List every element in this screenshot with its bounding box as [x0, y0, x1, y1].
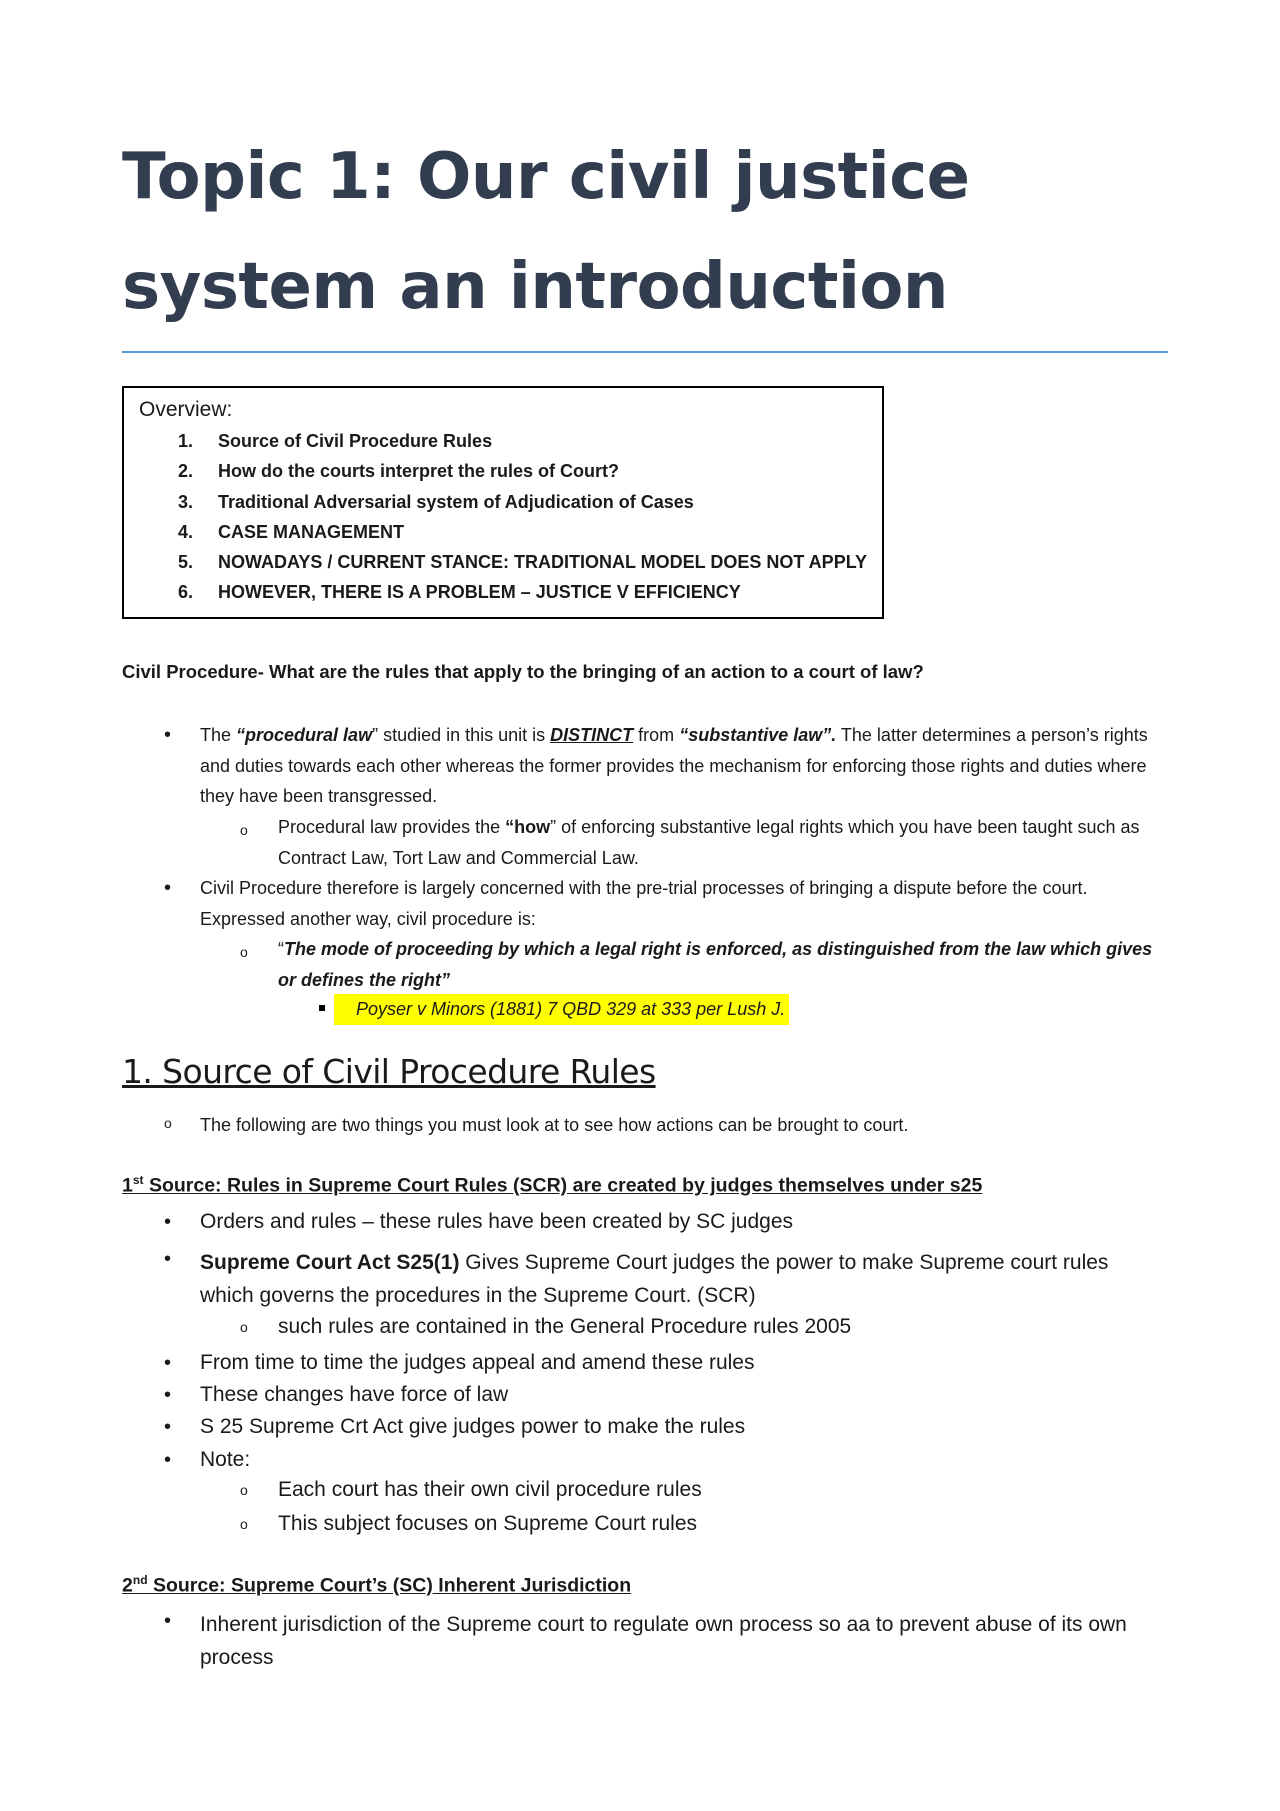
section-intro: The following are two things you must look at to see how actions can be brought to court. [200, 1115, 909, 1135]
overview-item-number: 1. [178, 431, 194, 451]
overview-item-text: HOWEVER, THERE IS A PROBLEM – JUSTICE V EFFICIENCY [218, 582, 741, 603]
text-run: 1 [122, 1174, 133, 1197]
sub-bullet-glyph: o [164, 1115, 172, 1131]
text-run: Source: Supreme Court’s (SC) Inherent Jurisdiction [147, 1574, 632, 1597]
source-2-heading [122, 1573, 631, 1598]
sub-bullet-glyph: o [240, 944, 248, 960]
overview-heading: Overview: [139, 398, 233, 421]
text-run: from [633, 725, 680, 745]
source-1-subitem: such rules are contained in the General Procedure rules 2005 [278, 1315, 852, 1338]
square-bullet-icon [319, 1005, 325, 1011]
source-1-item: From time to time the judges appeal and amend these rules [200, 1351, 755, 1374]
emphasis-substantive-law: “substantive law”. [679, 725, 837, 745]
overview-item-text: CASE MANAGEMENT [218, 521, 405, 542]
definition-quote-text: The mode of proceeding by which a legal right is enforced, as distinguished from the law which gives or defines the right” [278, 939, 1153, 990]
overview-item-text: Traditional Adversarial system of Adjudication of Cases [218, 491, 694, 512]
source-1-subitem: This subject focuses on Supreme Court rules [278, 1512, 698, 1535]
case-citation [334, 994, 789, 1025]
act-reference: Supreme Court Act S25(1) [200, 1251, 460, 1274]
source-1-subitem: Each court has their own civil procedure rules [278, 1478, 702, 1501]
text-run: The [200, 725, 237, 745]
emphasis-how: “how [505, 817, 551, 837]
source-1-heading [122, 1173, 982, 1198]
source-1-item: Orders and rules – these rules have been created by SC judges [200, 1210, 794, 1233]
section-heading: 1. Source of Civil Procedure Rules [122, 1052, 656, 1091]
text-run: Gives Supreme Court judges the power to make Supreme court rules which governs the procedures in the Supreme Court. (SCR) [200, 1251, 1109, 1307]
overview-item-text: How do the courts interpret the rules of Court? [218, 461, 620, 482]
emphasis-distinct: DISTINCT [550, 725, 634, 745]
overview-item-text: Source of Civil Procedure Rules [218, 431, 493, 451]
overview-item-number: 5. [178, 552, 194, 573]
civil-procedure-question: Civil Procedure- What are the rules that apply to the bringing of an action to a court of law? [122, 661, 924, 682]
title-underline-rule [122, 351, 1168, 353]
text-run: ” of enforcing substantive legal rights which you have been taught such as Contract Law, Tort Law and Commercial Law. [278, 817, 1140, 868]
sub-bullet-glyph: o [240, 1482, 248, 1498]
text-run: ” studied in this unit is [372, 725, 551, 745]
bullet-glyph: • [164, 724, 172, 746]
overview-item-number: 2. [178, 461, 194, 482]
source-1-item: S 25 Supreme Crt Act give judges power to make the rules [200, 1415, 746, 1438]
page-title: Topic 1: Our civil justice system an introduction [122, 140, 970, 324]
overview-item-number: 3. [178, 491, 194, 512]
bullet-glyph: • [164, 1211, 172, 1233]
text-run: The latter determines a person’s rights and duties towards each other whereas the former provides the mechanism for enforcing those rights and duties where they have been transgressed. [200, 725, 1148, 806]
overview-item-text: NOWADAYS / CURRENT STANCE: TRADITIONAL MODEL DOES NOT APPLY [218, 552, 868, 573]
source-1-item [200, 1246, 1160, 1312]
bullet-glyph: • [164, 1416, 172, 1438]
source-2-item: Inherent jurisdiction of the Supreme court to regulate own process so aa to prevent abuse of its own process [200, 1613, 1127, 1669]
sub-bullet-glyph: o [240, 1516, 248, 1532]
overview-box [122, 386, 884, 619]
overview-item-number: 4. [178, 521, 194, 542]
text-run: 2 [122, 1574, 133, 1597]
bullet-glyph: • [164, 1248, 172, 1270]
text-run: Procedural law provides the [278, 817, 506, 837]
source-1-item: These changes have force of law [200, 1383, 509, 1406]
case-citation-text: Poyser v Minors (1881) 7 QBD 329 at 333 per Lush J. [356, 999, 786, 1019]
bullet-glyph: • [164, 1352, 172, 1374]
overview-item-number: 6. [178, 582, 194, 603]
sub-bullet-glyph: o [240, 1319, 248, 1335]
bullet-glyph: • [164, 1610, 172, 1632]
bullet-glyph: • [164, 1449, 172, 1471]
emphasis-procedural-law: “procedural law [236, 725, 373, 745]
civil-procedure-paragraph: Civil Procedure therefore is largely concerned with the pre-trial processes of bringing a dispute before the court. Expressed another way, civil procedure is: [200, 878, 1088, 929]
definition-quote [278, 934, 1158, 995]
procedural-how-paragraph [278, 812, 1158, 873]
text-run: Source: Rules in Supreme Court Rules (SCR) are created by judges themselves under s25 [143, 1174, 983, 1197]
text-run: “ [278, 939, 284, 959]
procedural-law-paragraph [200, 720, 1160, 812]
bullet-glyph: • [164, 877, 172, 899]
bullet-glyph: • [164, 1384, 172, 1406]
ordinal-suffix: st [132, 1173, 144, 1187]
ordinal-suffix: nd [132, 1573, 148, 1587]
sub-bullet-glyph: o [240, 822, 248, 838]
source-1-item: Note: [200, 1448, 251, 1471]
